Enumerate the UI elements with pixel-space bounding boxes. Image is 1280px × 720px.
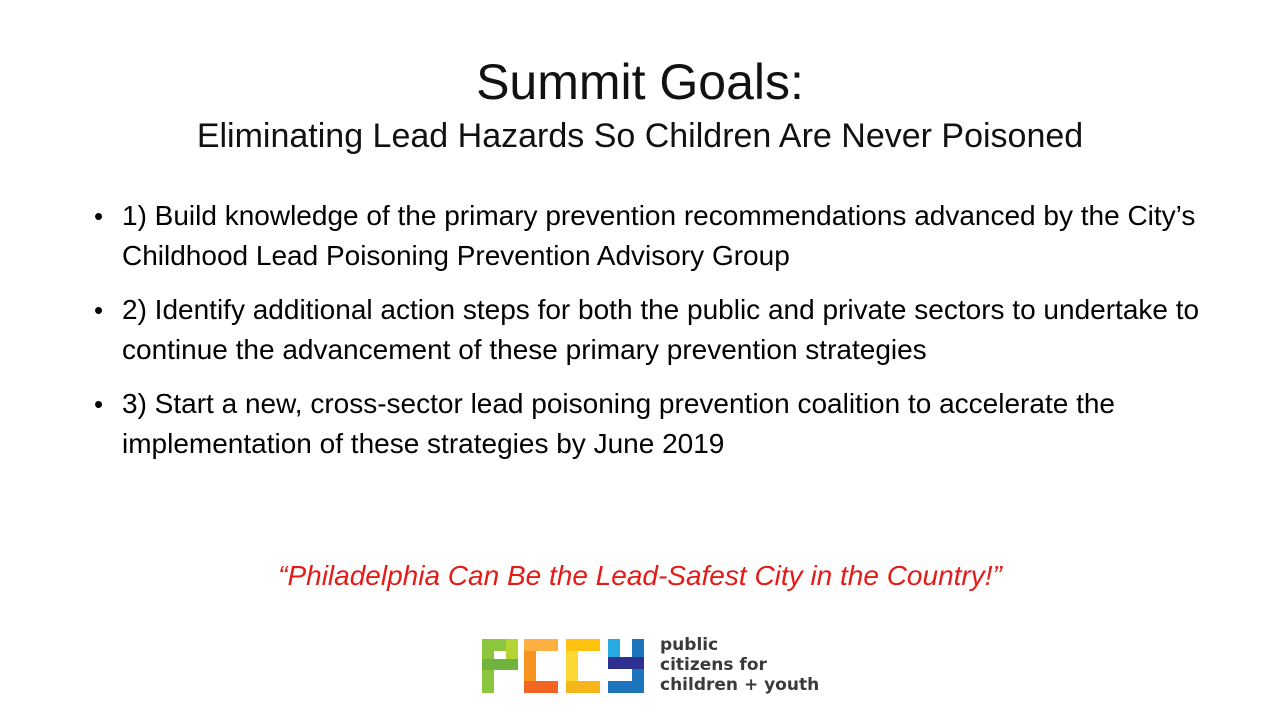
logo-letter-c [524, 639, 558, 693]
logo-line-public: public [660, 635, 719, 655]
goal-text: 2) Identify additional action steps for both the public and private sectors to undertake to continue the advancement of these primary prevention strategies [122, 294, 1200, 365]
logo-wordmark-text [660, 635, 819, 695]
goals-list [92, 196, 1202, 478]
slogan-quote: “Philadelphia Can Be the Lead-Safest City in the Country!” [278, 560, 1002, 591]
logo-letter-c [566, 639, 600, 693]
goal-text: 3) Start a new, cross-sector lead poisoning prevention coalition to accelerate the implementation of these strategies by June 2019 [122, 388, 1116, 459]
logo-line-citizens: citizens for [660, 655, 767, 675]
goal-item [92, 196, 1202, 276]
logo-letter-y [608, 639, 644, 693]
slide-subtitle: Eliminating Lead Hazards So Children Are Never Poisoned [196, 117, 1084, 155]
logo-letter-p [482, 639, 518, 693]
slide-title: Summit Goals: [476, 54, 804, 110]
bullet-marker: • [94, 295, 104, 325]
goal-item [92, 290, 1202, 370]
bullet-marker: • [94, 201, 104, 231]
pccy-logo [482, 630, 819, 700]
logo-line-children: children + youth [660, 675, 820, 695]
goal-text: 1) Build knowledge of the primary prevention recommendations advanced by the City’s Childhood Lead Poisoning Prevention Advisory Group [122, 200, 1196, 271]
goal-item [92, 384, 1202, 464]
pccy-logo-mark [482, 635, 646, 695]
bullet-marker: • [94, 389, 104, 419]
